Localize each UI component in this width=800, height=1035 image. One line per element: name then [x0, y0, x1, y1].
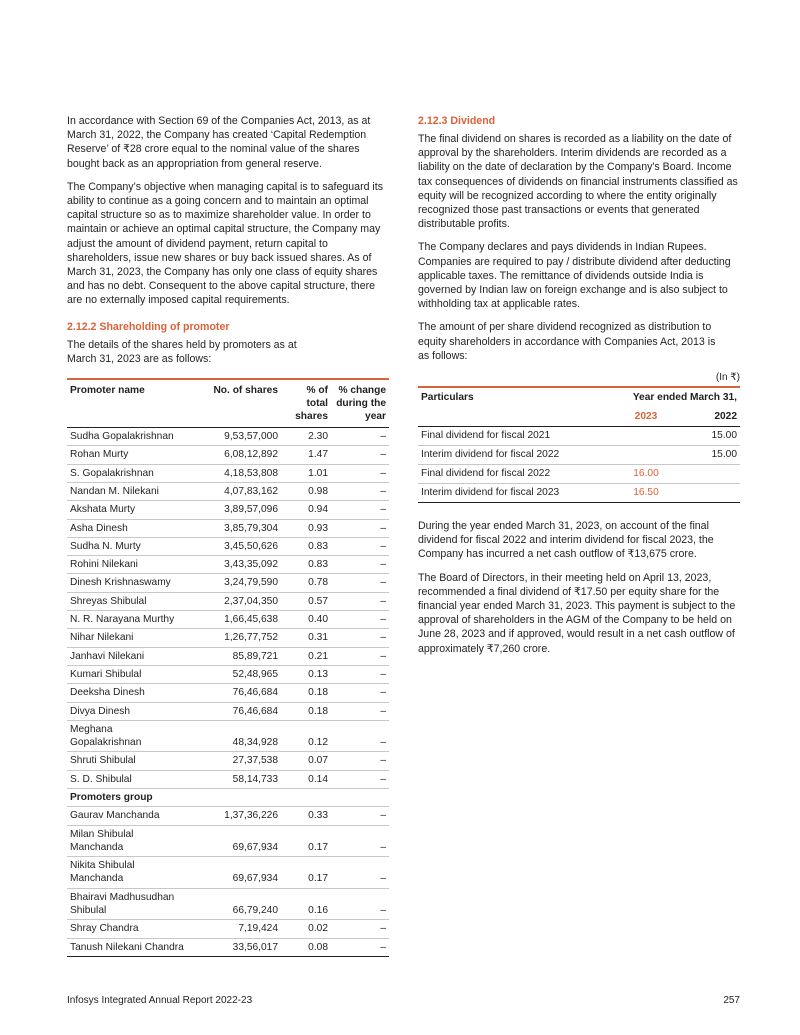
table-row [67, 501, 389, 519]
table-row [418, 484, 740, 503]
promoter-name: Sudha Gopalakrishnan [67, 428, 189, 446]
table-row [418, 446, 740, 465]
dividend-2022-value: 15.00 [684, 446, 740, 465]
dividend-paragraph-2: The Company declares and pays dividends in Indian Rupees. Companies are required to pay / distribute dividend after deducting applicable taxes. The remittance of dividends outside India is governed by Indian law on foreign exchange and is also subject to withholding tax at applicable rates. [418, 241, 731, 311]
percent-total: 0.17 [281, 825, 331, 857]
percent-change: – [331, 938, 389, 956]
dividend-particular: Interim dividend for fiscal 2022 [418, 446, 608, 465]
promoter-name: Deeksha Dinesh [67, 684, 189, 702]
percent-change: – [331, 752, 389, 770]
percent-change: – [331, 592, 389, 610]
share-count: 9,53,57,000 [189, 428, 281, 446]
table-row [67, 482, 389, 500]
percent-change: – [331, 464, 389, 482]
percent-total: 1.47 [281, 446, 331, 464]
percent-change: – [331, 482, 389, 500]
percent-total: 0.07 [281, 752, 331, 770]
percent-total: 0.31 [281, 629, 331, 647]
table-row [67, 702, 389, 720]
table-row [67, 938, 389, 956]
table-row [67, 519, 389, 537]
promoter-name: Asha Dinesh [67, 519, 189, 537]
dividend-2023-value: 16.50 [608, 484, 684, 503]
dividend-particular: Interim dividend for fiscal 2023 [418, 484, 608, 503]
promoter-name: Nandan M. Nilekani [67, 482, 189, 500]
share-count: 76,46,684 [189, 684, 281, 702]
percent-total: 0.18 [281, 702, 331, 720]
percent-total: 0.02 [281, 920, 331, 938]
promoter-name: S. Gopalakrishnan [67, 464, 189, 482]
promoter-name: Milan Shibulal Manchanda [67, 825, 189, 857]
percent-change: – [331, 720, 389, 752]
share-count: 4,18,53,808 [189, 464, 281, 482]
dividend-2023-value: 16.00 [608, 465, 684, 484]
table-row [67, 720, 389, 752]
percent-change: – [331, 825, 389, 857]
capital-redemption-paragraph: In accordance with Section 69 of the Companies Act, 2013, as at March 31, 2022, the Company has created ‘Capital Redemption Reserve’ of ₹28 crore equal to the nominal value of the shares bought back as an appropriation from general reserve. [67, 115, 371, 170]
dividend-table-body [418, 427, 740, 503]
table-row [418, 427, 740, 446]
promoter-table-body [67, 428, 389, 957]
currency-unit-label: (In ₹) [715, 372, 740, 384]
percent-change: – [331, 770, 389, 788]
promoter-name: N. R. Narayana Murthy [67, 611, 189, 629]
dividend-paragraph-4: During the year ended March 31, 2023, on account of the final dividend for fiscal 2022 and interim dividend for fiscal 2023, the Company has incurred a net cash outflow of ₹13,675 crore. [418, 520, 714, 561]
header-particulars: Particulars [418, 387, 608, 407]
table-row [67, 592, 389, 610]
promoter-name: Gaurav Manchanda [67, 807, 189, 825]
percent-change: – [331, 684, 389, 702]
share-count: 3,85,79,304 [189, 519, 281, 537]
percent-total: 0.33 [281, 807, 331, 825]
capital-management-paragraph: The Company’s objective when managing capital is to safeguard its ability to continue as a going concern and to maintain an optimal capital structure so as to maximize shareholder value. In order to maintain or achieve an optimal capital structure, the Company may adjust the amount of dividend payment, return capital to shareholders, issue new shares or buy back issued shares. As of March 31, 2023, the Company has only one class of equity shares and has no debt. Consequent to the above capital structure, there are no externally imposed capital requirements. [67, 180, 384, 307]
dividend-paragraph-1: The final dividend on shares is recorded as a liability on the date of approval by the shareholders. Interim dividends are recorded as a liability on the date of declaration by the Company's Board. Income tax consequences of dividends on financial instruments classified as equity will be recognized according to where the entity originally recognized those past transactions or events that generated distributable profits. [418, 133, 738, 231]
percent-total: 0.93 [281, 519, 331, 537]
table-row [67, 825, 389, 857]
table-row [67, 556, 389, 574]
percent-total: 2.30 [281, 428, 331, 446]
dividend-2022-value: 15.00 [684, 427, 740, 446]
header-no-of-shares: No. of shares [189, 379, 281, 428]
share-count: 85,89,721 [189, 647, 281, 665]
percent-change: – [331, 647, 389, 665]
shareholding-intro: The details of the shares held by promoters as at March 31, 2023 are as follows: [67, 338, 297, 365]
header-year-ended: Year ended March 31, [608, 387, 740, 407]
dividend-particular: Final dividend for fiscal 2021 [418, 427, 608, 446]
promoter-name: Nikita Shibulal Manchanda [67, 857, 189, 889]
table-row [67, 752, 389, 770]
dividend-table-header-row-2 [418, 407, 740, 427]
share-count: 1,37,36,226 [189, 807, 281, 825]
promoter-name: Shray Chandra [67, 920, 189, 938]
percent-change: – [331, 519, 389, 537]
promoter-name: Shruti Shibulal [67, 752, 189, 770]
share-count: 1,26,77,752 [189, 629, 281, 647]
promoter-name: Meghana Gopalakrishnan [67, 720, 189, 752]
percent-total: 0.08 [281, 938, 331, 956]
percent-change: – [331, 807, 389, 825]
promoter-name: Kumari Shibulal [67, 665, 189, 683]
share-count: 76,46,684 [189, 702, 281, 720]
table-row [67, 629, 389, 647]
table-row [67, 888, 389, 920]
table-row [67, 537, 389, 555]
percent-change: – [331, 665, 389, 683]
percent-total: 0.16 [281, 888, 331, 920]
promoter-name: Akshata Murty [67, 501, 189, 519]
promoters-group-label: Promoters group [67, 788, 389, 806]
share-count: 3,43,35,092 [189, 556, 281, 574]
table-row [67, 770, 389, 788]
percent-change: – [331, 574, 389, 592]
share-count: 52,48,965 [189, 665, 281, 683]
table-row [67, 464, 389, 482]
percent-change: – [331, 501, 389, 519]
percent-total: 0.83 [281, 556, 331, 574]
percent-total: 0.18 [281, 684, 331, 702]
header-percent-change: % change during the year [331, 379, 389, 428]
share-count: 3,45,50,626 [189, 537, 281, 555]
share-count: 66,79,240 [189, 888, 281, 920]
percent-total: 0.14 [281, 770, 331, 788]
percent-total: 0.83 [281, 537, 331, 555]
table-row [67, 428, 389, 446]
promoter-table-header [67, 379, 389, 428]
dividend-table [418, 386, 740, 503]
dividend-particular: Final dividend for fiscal 2022 [418, 465, 608, 484]
share-count: 3,24,79,590 [189, 574, 281, 592]
dividend-2023-value [608, 446, 684, 465]
share-count: 33,56,017 [189, 938, 281, 956]
percent-change: – [331, 888, 389, 920]
percent-change: – [331, 428, 389, 446]
percent-total: 0.17 [281, 857, 331, 889]
percent-total: 0.40 [281, 611, 331, 629]
percent-total: 0.12 [281, 720, 331, 752]
percent-change: – [331, 446, 389, 464]
percent-change: – [331, 556, 389, 574]
percent-change: – [331, 629, 389, 647]
footer-report-title: Infosys Integrated Annual Report 2022-23 [67, 995, 253, 1006]
left-column [67, 114, 389, 957]
dividend-paragraph-5: The Board of Directors, in their meeting held on April 13, 2023, recommended a final dividend of ₹17.50 per equity share for the financial year ended March 31, 2023. This payment is subject to the approval of shareholders in the AGM of the Company to be held on June 28, 2023 and if approved, would result in a net cash outflow of approximately ₹7,260 crore. [418, 571, 736, 655]
share-count: 7,19,424 [189, 920, 281, 938]
share-count: 3,89,57,096 [189, 501, 281, 519]
percent-total: 0.94 [281, 501, 331, 519]
share-count: 48,34,928 [189, 720, 281, 752]
promoter-name: Rohini Nilekani [67, 556, 189, 574]
table-row [67, 807, 389, 825]
share-count: 1,66,45,638 [189, 611, 281, 629]
promoter-name: Nihar Nilekani [67, 629, 189, 647]
percent-change: – [331, 537, 389, 555]
header-spacer [418, 407, 608, 427]
promoter-name: Dinesh Krishnaswamy [67, 574, 189, 592]
header-percent-total: % of total shares [281, 379, 331, 428]
header-2022: 2022 [684, 407, 740, 427]
table-row [67, 446, 389, 464]
group-label-row [67, 788, 389, 806]
table-row [67, 920, 389, 938]
promoter-name: Divya Dinesh [67, 702, 189, 720]
table-row [67, 857, 389, 889]
promoter-name: S. D. Shibulal [67, 770, 189, 788]
share-count: 6,08,12,892 [189, 446, 281, 464]
percent-total: 1.01 [281, 464, 331, 482]
dividend-table-header-row-1 [418, 387, 740, 407]
table-row [67, 647, 389, 665]
promoter-name: Tanush Nilekani Chandra [67, 938, 189, 956]
promoter-name: Shreyas Shibulal [67, 592, 189, 610]
header-promoter-name: Promoter name [67, 379, 189, 428]
right-column [418, 114, 740, 665]
percent-total: 0.57 [281, 592, 331, 610]
share-count: 27,37,538 [189, 752, 281, 770]
percent-change: – [331, 857, 389, 889]
percent-total: 0.21 [281, 647, 331, 665]
promoter-name: Bhairavi Madhusudhan Shibulal [67, 888, 189, 920]
footer-page-number: 257 [723, 995, 740, 1006]
dividend-paragraph-3: The amount of per share dividend recognized as distribution to equity shareholders in accordance with Companies Act, 2013 is as follows: [418, 321, 716, 362]
dividend-2022-value [684, 484, 740, 503]
percent-total: 0.13 [281, 665, 331, 683]
promoter-name: Rohan Murty [67, 446, 189, 464]
dividend-heading: 2.12.3 Dividend [418, 115, 496, 127]
percent-total: 0.98 [281, 482, 331, 500]
percent-change: – [331, 611, 389, 629]
dividend-2023-value [608, 427, 684, 446]
dividend-2022-value [684, 465, 740, 484]
table-row [67, 611, 389, 629]
promoter-name: Sudha N. Murty [67, 537, 189, 555]
percent-change: – [331, 702, 389, 720]
shareholding-heading: 2.12.2 Shareholding of promoter [67, 320, 230, 333]
promoter-name: Janhavi Nilekani [67, 647, 189, 665]
table-row [67, 574, 389, 592]
header-2023: 2023 [608, 407, 684, 427]
share-count: 4,07,83,162 [189, 482, 281, 500]
share-count: 2,37,04,350 [189, 592, 281, 610]
table-row [418, 465, 740, 484]
share-count: 69,67,934 [189, 857, 281, 889]
promoter-table [67, 378, 389, 957]
share-count: 58,14,733 [189, 770, 281, 788]
table-row [67, 684, 389, 702]
table-row [67, 665, 389, 683]
share-count: 69,67,934 [189, 825, 281, 857]
percent-total: 0.78 [281, 574, 331, 592]
percent-change: – [331, 920, 389, 938]
